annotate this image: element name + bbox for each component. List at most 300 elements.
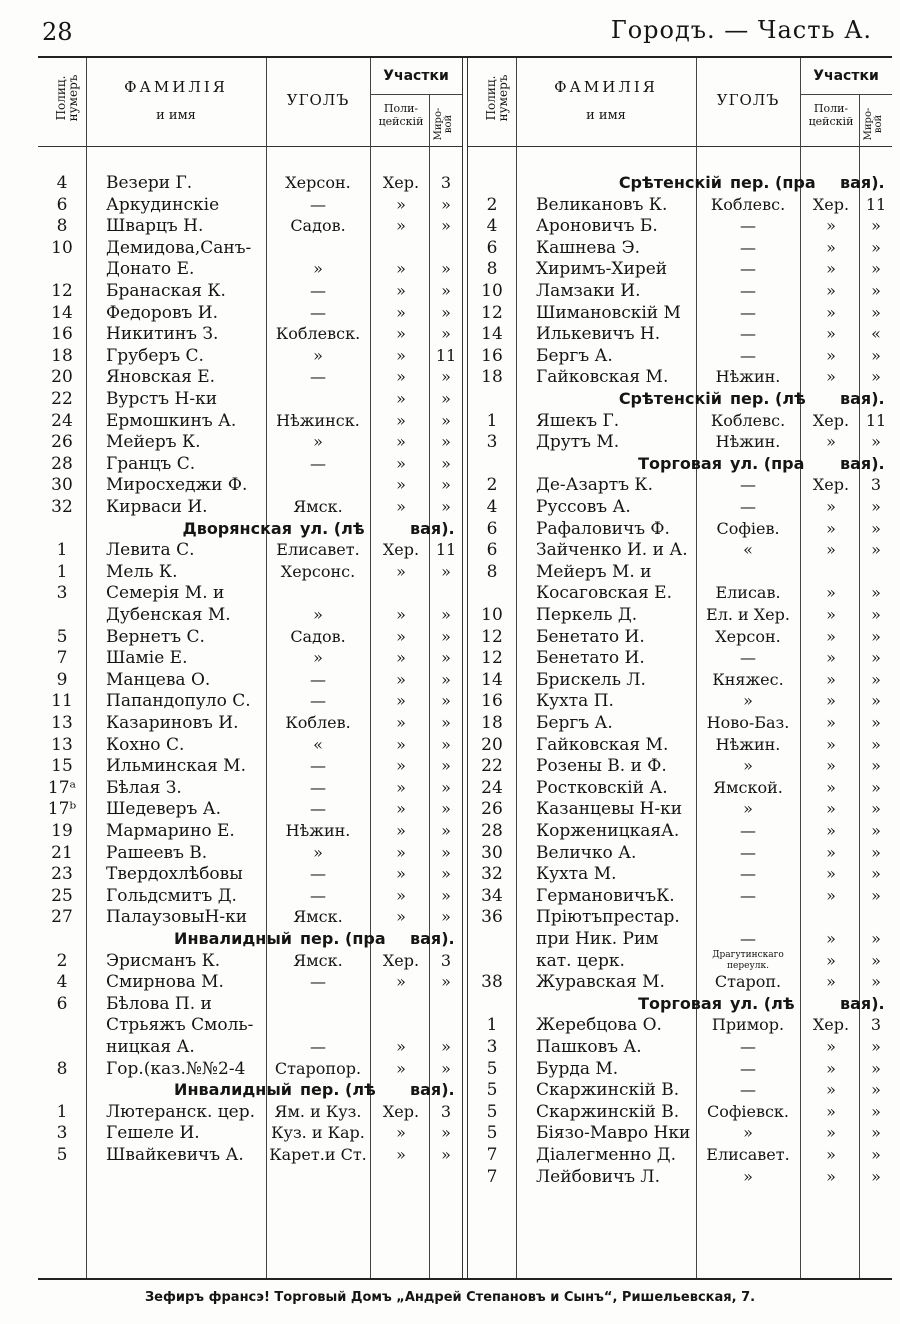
peace-precinct: »	[871, 821, 881, 840]
entry-row	[38, 561, 462, 583]
corner-street: »	[743, 1123, 753, 1143]
street-side: вая).	[840, 173, 885, 192]
resident-name: Пріютъпрестар.	[536, 907, 680, 928]
resident-name: ПалаузовыН-ки	[106, 907, 248, 928]
house-number: 5	[486, 1123, 498, 1144]
house-number: 6	[56, 194, 68, 215]
police-precinct: »	[826, 821, 836, 840]
resident-name: Эрисманъ К.	[106, 950, 221, 971]
police-precinct: »	[826, 605, 836, 624]
peace-precinct: »	[441, 281, 451, 300]
resident-name: Гайковская М.	[536, 367, 669, 388]
corner-street: —	[310, 194, 326, 214]
entry-row	[38, 885, 462, 907]
header-plots-label: Участки	[383, 68, 449, 84]
resident-name: Шедеверъ А.	[106, 799, 221, 820]
entry-row	[468, 345, 892, 367]
police-precinct: »	[826, 345, 836, 365]
resident-name: Демидова,Санъ-	[106, 237, 252, 258]
entry-row	[38, 280, 462, 302]
resident-name: Зайченко И. и А.	[536, 540, 688, 561]
resident-name: Бѣлая З.	[106, 777, 182, 798]
entry-row	[38, 906, 462, 928]
entry-row	[38, 1036, 462, 1058]
entry-row	[468, 928, 892, 950]
corner-street: Коблевс.	[710, 410, 786, 430]
entry-row	[468, 302, 892, 324]
resident-name: Ламзаки И.	[536, 281, 641, 301]
entry-row	[38, 993, 462, 1015]
house-number: 18	[51, 345, 73, 366]
resident-name: Ильминская М.	[106, 756, 246, 777]
police-precinct: »	[396, 432, 406, 452]
police-precinct: »	[396, 648, 406, 668]
entry-row	[38, 647, 462, 669]
police-precinct: »	[396, 367, 406, 387]
resident-name: кат. церк.	[536, 950, 625, 971]
house-number: 2	[486, 475, 498, 496]
resident-name: Рашеевъ В.	[106, 842, 208, 863]
police-precinct: Хер.	[382, 173, 420, 192]
street-side: вая).	[840, 389, 885, 408]
corner-street: —	[740, 302, 756, 322]
house-number: 16	[481, 345, 503, 366]
resident-name: Семерія М. и	[106, 583, 225, 604]
resident-name: Гранцъ С.	[106, 453, 196, 474]
corner-street: »	[743, 691, 753, 711]
peace-precinct: »	[441, 669, 451, 689]
house-number: 13	[51, 713, 73, 733]
resident-name: Хиримъ-Хирей	[536, 259, 668, 280]
peace-precinct: »	[871, 1145, 881, 1164]
police-precinct: »	[396, 1058, 406, 1078]
house-number: 6	[486, 540, 498, 561]
resident-name: Бранаская К.	[106, 281, 226, 301]
police-precinct: »	[826, 972, 836, 992]
corner-street: «	[313, 734, 323, 754]
resident-name: Казариновъ И.	[106, 713, 239, 733]
police-precinct: »	[396, 626, 406, 646]
left-column-group	[38, 58, 462, 1278]
peace-precinct: »	[441, 842, 451, 862]
resident-name: ГермановичъК.	[536, 885, 675, 906]
house-number: 16	[481, 691, 503, 712]
police-precinct: »	[826, 302, 836, 322]
peace-precinct: »	[441, 410, 451, 430]
house-number: 3	[56, 583, 68, 604]
corner-street: Драгутинскаго переулк.	[712, 949, 784, 971]
corner-street: Староп.	[714, 972, 782, 992]
police-precinct: »	[826, 432, 836, 452]
resident-name: КорженицкаяА.	[536, 821, 680, 841]
police-precinct: »	[396, 1037, 406, 1056]
house-number: 32	[51, 497, 73, 517]
resident-name: Смирнова М.	[106, 972, 224, 993]
resident-name: Бурда М.	[536, 1058, 619, 1079]
street-heading	[38, 928, 462, 950]
resident-name: Мейеръ М. и	[536, 561, 652, 582]
entry-row	[468, 582, 892, 604]
entry-row	[468, 1079, 892, 1101]
street-name: Торговая	[638, 453, 722, 473]
street-side: вая).	[840, 993, 885, 1013]
police-precinct: »	[826, 1037, 836, 1056]
entry-row	[468, 215, 892, 237]
header-family-sub: и имя	[586, 108, 626, 123]
house-number: 3	[56, 1123, 68, 1144]
house-number: 12	[481, 648, 503, 669]
peace-precinct: »	[441, 756, 451, 776]
peace-precinct: »	[441, 259, 451, 279]
entry-row	[468, 561, 892, 583]
house-number: 4	[486, 216, 498, 237]
corner-street: —	[740, 885, 756, 905]
peace-precinct: »	[871, 691, 881, 711]
resident-name: Казанцевы Н-ки	[536, 799, 683, 820]
entry-row	[468, 280, 892, 302]
entry-row	[38, 820, 462, 842]
house-number: 5	[486, 1101, 498, 1122]
resident-name: Рафаловичъ Ф.	[536, 518, 670, 539]
house-number: 1	[56, 1101, 68, 1122]
corner-street: Ямск.	[293, 907, 343, 927]
resident-name: Вернетъ С.	[106, 626, 205, 647]
peace-precinct: »	[871, 1037, 881, 1056]
corner-street: —	[310, 302, 326, 322]
resident-name: Великановъ К.	[536, 194, 668, 215]
entry-row	[38, 1144, 462, 1166]
corner-street: —	[310, 691, 326, 711]
corner-street: Садов.	[290, 626, 346, 646]
corner-street: —	[740, 842, 756, 862]
corner-street: »	[313, 648, 323, 668]
corner-street: Нѣжин.	[715, 367, 781, 387]
peace-precinct: »	[441, 777, 451, 797]
right-table-header	[468, 58, 892, 147]
house-number: 30	[481, 842, 503, 863]
header-corner-label: УГОЛЪ	[286, 91, 350, 109]
entry-row	[468, 1058, 892, 1080]
peace-precinct: »	[441, 691, 451, 711]
street-name: Срѣтенскій	[618, 173, 722, 192]
house-number: 2	[486, 194, 498, 215]
corner-street: Елисав.	[715, 583, 781, 603]
house-number: 14	[51, 302, 73, 323]
street-type: ул. (лѣ	[300, 518, 365, 538]
entry-row	[468, 1036, 892, 1058]
resident-name: Федоровъ И.	[106, 302, 219, 323]
corner-street: —	[310, 281, 326, 300]
house-number: 36	[481, 907, 503, 928]
resident-name: Мейеръ К.	[106, 432, 201, 453]
police-precinct: »	[826, 929, 836, 948]
house-number: 24	[481, 777, 503, 798]
entry-row	[38, 237, 462, 259]
resident-name: Жеребцова О.	[536, 1015, 662, 1036]
entry-row	[38, 669, 462, 691]
house-number: 32	[481, 864, 503, 885]
corner-street: Ел. и Хер.	[706, 605, 790, 624]
resident-name: Гор.(каз.№№2-4	[106, 1058, 246, 1079]
directory-table	[38, 56, 892, 1280]
resident-name: Никитинъ З.	[106, 324, 219, 345]
entry-row	[468, 258, 892, 280]
entry-row	[38, 345, 462, 367]
resident-name: Вурстъ Н-ки	[106, 389, 218, 409]
house-number: 5	[56, 626, 68, 647]
house-number: 7	[486, 1145, 498, 1165]
corner-street: Нѣжин.	[285, 821, 351, 840]
header-number-label: Полиц. нумеръ	[484, 74, 510, 122]
corner-street: —	[740, 324, 756, 344]
peace-precinct: 11	[865, 410, 887, 430]
house-number: 30	[51, 475, 73, 496]
footer-advertisement: Зефиръ франсэ! Торговый Домъ „Андрей Степановъ и Сынъ“, Ришельевская, 7.	[144, 1290, 756, 1305]
peace-precinct: »	[441, 734, 451, 754]
police-precinct: »	[396, 756, 406, 776]
peace-precinct: »	[871, 864, 881, 884]
house-number: 8	[56, 216, 68, 237]
peace-precinct: »	[871, 1166, 881, 1186]
police-precinct: Хер.	[812, 1015, 850, 1035]
police-precinct: »	[826, 885, 836, 905]
police-precinct: »	[826, 237, 836, 257]
resident-name: Кохно С.	[106, 734, 185, 755]
house-number: 4	[486, 497, 498, 517]
entry-row	[38, 258, 462, 280]
entry-row	[38, 388, 462, 410]
resident-name: Кашнева Э.	[536, 237, 641, 258]
peace-precinct: »	[871, 626, 881, 646]
header-police-label: Поли-цейскій	[378, 102, 424, 128]
street-side: вая).	[410, 1080, 455, 1100]
police-precinct: »	[396, 864, 406, 884]
house-number: 17ᵃ	[47, 777, 77, 798]
peace-precinct: »	[441, 453, 451, 473]
peace-precinct: »	[871, 648, 881, 668]
police-precinct: »	[826, 281, 836, 300]
resident-name: Шаміе Е.	[106, 648, 188, 669]
police-precinct: »	[826, 777, 836, 797]
house-number: 7	[56, 648, 68, 669]
corner-street: —	[740, 259, 756, 279]
street-heading	[468, 453, 892, 475]
resident-name: Ермошкинъ А.	[106, 410, 237, 431]
corner-street: »	[313, 259, 323, 279]
entry-row	[38, 1101, 462, 1123]
house-number: 12	[51, 281, 73, 301]
house-number: 38	[481, 972, 503, 993]
corner-street: Нѣжинск.	[276, 410, 360, 430]
resident-name: Мель К.	[106, 561, 178, 582]
house-number: 14	[481, 324, 503, 345]
peace-precinct: »	[871, 583, 881, 603]
house-number: 1	[486, 410, 498, 431]
entry-row	[468, 1014, 892, 1036]
peace-precinct: »	[871, 1058, 881, 1078]
corner-street: »	[313, 345, 323, 365]
police-precinct: »	[826, 756, 836, 776]
corner-street: —	[310, 756, 326, 776]
peace-precinct: »	[871, 367, 881, 387]
entry-row	[38, 712, 462, 734]
entry-row	[38, 194, 462, 216]
peace-precinct: »	[871, 281, 881, 300]
entry-row	[38, 215, 462, 237]
house-number: 20	[481, 734, 503, 755]
house-number: 26	[51, 432, 73, 453]
resident-name: Бергъ А.	[536, 713, 613, 733]
peace-precinct: »	[441, 1058, 451, 1078]
police-precinct: »	[396, 605, 406, 624]
resident-name: Швайкевичъ А.	[106, 1145, 244, 1165]
house-number: 12	[481, 626, 503, 647]
house-number: 5	[486, 1058, 498, 1079]
corner-street: Ямской.	[713, 777, 783, 797]
street-side: вая).	[840, 453, 885, 473]
street-side: вая).	[410, 518, 455, 538]
resident-name: Миросхеджи Ф.	[106, 475, 248, 496]
house-number: 17ᵇ	[47, 799, 77, 820]
header-number-label: Полиц. нумеръ	[54, 74, 80, 122]
police-precinct: »	[826, 950, 836, 970]
street-type: пер. (пра	[730, 173, 816, 192]
street-type: ул. (пра	[730, 453, 805, 473]
corner-street: —	[740, 648, 756, 668]
street-heading	[468, 388, 892, 410]
police-precinct: »	[826, 324, 836, 344]
house-number: 11	[51, 691, 73, 712]
resident-name: Стрьяжъ Смоль-	[106, 1015, 254, 1036]
police-precinct: »	[826, 626, 836, 646]
entry-row	[38, 1058, 462, 1080]
police-precinct: »	[396, 777, 406, 797]
corner-street: Ямск.	[293, 497, 343, 516]
police-precinct: »	[396, 302, 406, 322]
corner-street: —	[740, 345, 756, 365]
peace-precinct: »	[871, 345, 881, 365]
left-table-header	[38, 58, 462, 147]
peace-precinct: »	[441, 1037, 451, 1056]
entry-row	[468, 539, 892, 561]
entry-row	[468, 712, 892, 734]
street-type: пер. (пра	[300, 929, 386, 948]
entry-row	[468, 669, 892, 691]
peace-precinct: »	[871, 950, 881, 970]
resident-name: Бергъ А.	[536, 345, 613, 366]
entry-row	[468, 863, 892, 885]
police-precinct: »	[826, 691, 836, 711]
entry-row	[468, 798, 892, 820]
resident-name: Пашковъ А.	[536, 1037, 642, 1057]
police-precinct: »	[826, 1101, 836, 1121]
corner-street: Ново-Баз.	[706, 713, 790, 732]
house-number: 21	[51, 842, 73, 863]
police-precinct: »	[396, 194, 406, 214]
police-precinct: »	[826, 713, 836, 732]
entry-row	[468, 690, 892, 712]
corner-street: Ям. и Куз.	[274, 1101, 362, 1121]
entry-row	[468, 906, 892, 928]
house-number: 8	[56, 1058, 68, 1079]
peace-precinct: »	[441, 432, 451, 452]
entry-row	[468, 518, 892, 540]
entry-row	[38, 302, 462, 324]
peace-precinct: »	[441, 324, 451, 344]
peace-precinct: »	[871, 734, 881, 754]
entry-row	[468, 431, 892, 453]
resident-name: Лейбовичъ Л.	[536, 1166, 660, 1187]
entry-row	[468, 1144, 892, 1166]
entry-row	[38, 410, 462, 432]
peace-precinct: »	[441, 475, 451, 495]
corner-street: —	[310, 777, 326, 797]
corner-street: »	[743, 799, 753, 819]
house-number: 26	[481, 799, 503, 820]
police-precinct: »	[396, 799, 406, 819]
peace-precinct: 3	[440, 1101, 452, 1121]
resident-name: Гольдсмитъ Д.	[106, 885, 237, 906]
header-corner-label: УГОЛЪ	[716, 91, 780, 109]
entry-row	[38, 539, 462, 561]
footer-rule	[38, 1278, 892, 1280]
resident-name: Мармарино Е.	[106, 821, 235, 841]
resident-name: Яновская Е.	[106, 367, 216, 388]
peace-precinct: 3	[440, 950, 452, 970]
peace-precinct: «	[871, 324, 881, 344]
entry-row	[38, 734, 462, 756]
entry-row	[38, 1122, 462, 1144]
police-precinct: »	[396, 497, 406, 516]
peace-precinct: »	[871, 259, 881, 279]
police-precinct: »	[396, 1145, 406, 1164]
house-number: 28	[51, 453, 73, 474]
resident-name: Кирваси И.	[106, 497, 208, 517]
entry-row	[468, 496, 892, 518]
house-number: 4	[56, 972, 68, 993]
corner-street: —	[310, 367, 326, 387]
police-precinct: »	[396, 713, 406, 732]
police-precinct: »	[826, 1080, 836, 1100]
resident-name: Илькевичъ Н.	[536, 324, 661, 345]
police-precinct: »	[396, 821, 406, 840]
house-number: 8	[486, 259, 498, 280]
corner-street: Елисавет.	[706, 1145, 790, 1164]
entry-row	[38, 323, 462, 345]
resident-name: Ароновичъ Б.	[536, 216, 658, 237]
peace-precinct: »	[871, 842, 881, 862]
police-precinct: »	[396, 345, 406, 365]
resident-name: Левита С.	[106, 540, 195, 561]
peace-precinct: »	[871, 237, 881, 257]
entry-row	[468, 237, 892, 259]
corner-street: «	[743, 540, 753, 560]
entry-row	[38, 582, 462, 604]
street-heading	[38, 1079, 462, 1101]
entry-row	[38, 971, 462, 993]
police-precinct: »	[396, 259, 406, 279]
resident-name: Дубенская М.	[106, 605, 231, 625]
street-heading	[468, 993, 892, 1015]
entry-row	[468, 734, 892, 756]
corner-street: »	[743, 1166, 753, 1186]
police-precinct: »	[826, 583, 836, 603]
entry-row	[468, 950, 892, 972]
police-precinct: »	[826, 864, 836, 884]
resident-name: Лютеранск. цер.	[106, 1101, 256, 1122]
resident-name: Груберъ С.	[106, 345, 204, 366]
police-precinct: »	[826, 518, 836, 538]
